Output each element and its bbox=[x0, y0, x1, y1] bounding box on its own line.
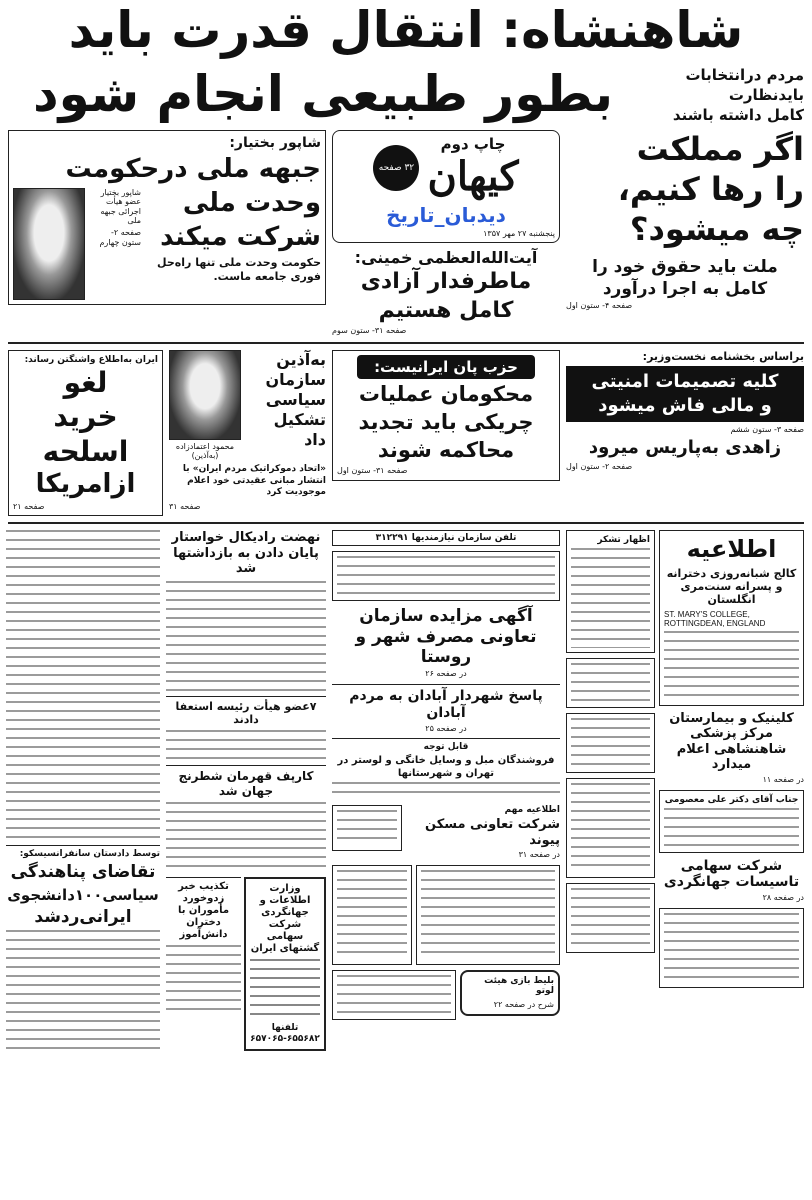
headline: کارپف قهرمان شطرنج جهان شد bbox=[178, 769, 314, 798]
condolence-ad-2 bbox=[332, 865, 412, 965]
headline-line: اسلحه bbox=[42, 434, 129, 468]
left-news-col-2 bbox=[166, 530, 326, 1051]
headline-line: سیاسی bbox=[265, 390, 326, 410]
behazin-story bbox=[169, 350, 326, 512]
kicker: شاپور بختیار: bbox=[229, 134, 321, 151]
auction-ad bbox=[332, 606, 560, 679]
headline: ۷عضو هیأت رئیسه استعفا دادند bbox=[175, 700, 317, 727]
behazin-photo bbox=[169, 350, 241, 440]
colleague-ad bbox=[659, 908, 804, 988]
condolence-ad-3 bbox=[566, 658, 655, 708]
body-text bbox=[166, 730, 326, 760]
ref: صفحه ۲۱ bbox=[13, 501, 45, 511]
body-text bbox=[571, 663, 650, 703]
headline: شرکت میکند bbox=[160, 221, 321, 252]
pages-badge: ۳۲ صفحه bbox=[373, 145, 419, 191]
photo-caption: شاپور بختیار عضو هیأت اجرائی جبهه ملی bbox=[100, 187, 141, 226]
condolence-ad bbox=[332, 551, 560, 601]
headline-line: لغو bbox=[63, 365, 108, 399]
phone: تلفنها ۶۵۵۶۸۲-۶۵۷۰۶۵ bbox=[250, 1023, 320, 1044]
denial-ministry-row bbox=[166, 877, 326, 1051]
bullet: حکومت وحدت ملی تنها راه‌حل فوری جامعه ماست. bbox=[157, 256, 321, 284]
ref: صفحه ۳۱ bbox=[169, 501, 201, 511]
headline: اطلاعیه bbox=[686, 535, 777, 564]
ref: در صفحه ۳۱ bbox=[518, 850, 560, 860]
center-column bbox=[332, 130, 560, 336]
coop-row bbox=[332, 805, 560, 860]
headline: سیاسی۱۰۰دانشجوی bbox=[7, 885, 159, 904]
main-headline-side bbox=[644, 66, 804, 124]
headline: کامل هستیم bbox=[378, 297, 514, 323]
abadan-ad bbox=[332, 684, 560, 733]
ref: صفحه ۳۱- ستون اول bbox=[337, 466, 408, 476]
bakhtiar-photo bbox=[13, 188, 85, 300]
lottery-text: بلیط بازی هیئت لوتو bbox=[484, 975, 554, 996]
main-headline-row bbox=[8, 66, 804, 124]
body-text bbox=[6, 930, 160, 1050]
friend-ad bbox=[566, 883, 655, 953]
classifieds-phone: تلفن سازمان نیازمندیها ۳۱۲۲۹۱ bbox=[332, 530, 560, 546]
bakhtiar-headline-rest bbox=[147, 188, 321, 285]
headline: را رها کنیم، bbox=[617, 169, 804, 208]
body-text bbox=[571, 783, 650, 873]
date-line: پنجشنبه ۲۷ مهر ۱۳۵۷ bbox=[483, 228, 555, 238]
khomeini-story bbox=[332, 248, 560, 336]
headline-line: تشکیل bbox=[273, 410, 326, 430]
behazin-headline bbox=[245, 350, 326, 450]
headline: آگهی مزایده سازمان تعاونی مصرف شهر و روستا bbox=[355, 606, 537, 667]
masthead-title bbox=[427, 135, 518, 201]
headline: چه میشود؟ bbox=[629, 210, 804, 249]
furniture-ad bbox=[332, 738, 560, 800]
condolence-row bbox=[332, 865, 560, 965]
newspaper-name: کیهان bbox=[427, 152, 519, 200]
body-text bbox=[332, 782, 560, 800]
bakhtiar-body bbox=[13, 188, 321, 300]
body-text bbox=[166, 945, 241, 1015]
ref: صفحه ۲- ستون چهارم bbox=[99, 228, 141, 247]
radical-story bbox=[166, 530, 326, 691]
headline: اگر مملکت bbox=[636, 129, 804, 168]
edition: چاپ دوم bbox=[440, 134, 506, 153]
clinic-ad bbox=[659, 711, 804, 785]
kicker: ایران به‌اطلاع واشنگتن رساند: bbox=[24, 354, 158, 365]
denial-story bbox=[166, 877, 241, 1015]
karpov-body bbox=[166, 802, 326, 872]
side-line: کامل داشته باشند bbox=[672, 105, 804, 124]
headline: نهضت رادیکال خواستار پایان دادن به بازداشتها شد bbox=[171, 530, 321, 577]
body-text bbox=[250, 959, 320, 1019]
kicker: براساس بخشنامه نخست‌وزیر: bbox=[642, 349, 804, 363]
subheadline: ملت باید حقوق خود را bbox=[592, 256, 778, 277]
watermark: دیدبان_تاریخ bbox=[386, 202, 506, 227]
ref: شرح در صفحه ۲۲ bbox=[493, 999, 554, 1009]
headline: وحدت ملی bbox=[182, 187, 321, 218]
headline: شرکت تعاونی مسکن پیوند bbox=[425, 817, 560, 848]
side-line: بایدنظارت bbox=[728, 85, 804, 104]
coop-ad bbox=[406, 805, 560, 860]
headline: چریکی باید تجدید bbox=[358, 409, 534, 434]
headline: جناب آقای دکتر علی معصومی bbox=[664, 794, 799, 805]
zahedi-headline: زاهدی به‌پاریس میرود bbox=[588, 437, 782, 459]
body-text bbox=[664, 631, 799, 701]
resign-story bbox=[166, 696, 326, 760]
kicker: حزب پان ایرانیست: bbox=[357, 355, 535, 379]
bakhtiar-story bbox=[8, 130, 326, 305]
ref: صفحه ۴- ستون اول bbox=[566, 301, 633, 311]
kicker: اطلاعیه مهم bbox=[504, 805, 560, 816]
headline-line: داد bbox=[304, 430, 326, 450]
divider bbox=[8, 342, 804, 344]
ref: در صفحه ۱۱ bbox=[762, 774, 804, 784]
divider bbox=[8, 522, 804, 524]
right-ads-outer bbox=[566, 530, 655, 953]
ref: در صفحه ۲۸ bbox=[762, 893, 804, 903]
headline: فروشندگان مبل و وسایل خانگی و لوستر در تهران و شهرستانها bbox=[337, 755, 555, 780]
ref: صفحه ۳۱- ستون سوم bbox=[332, 326, 407, 336]
behazin-top bbox=[169, 350, 326, 461]
masoumi-ad bbox=[659, 790, 804, 853]
headline: جبهه ملی درحکومت bbox=[65, 153, 321, 184]
karpov-story bbox=[166, 765, 326, 872]
headline: و مالی فاش میشود bbox=[598, 395, 772, 417]
asylum-story bbox=[6, 845, 160, 1050]
body-text bbox=[664, 808, 799, 848]
subheadline: کالج شبانه‌روزی دخترانه و پسرانه سنت‌مری انگلستان bbox=[666, 567, 797, 607]
main-headline-line1: شاهنشاه: انتقال قدرت باید bbox=[68, 1, 744, 59]
wide-condolence-ad bbox=[416, 865, 560, 965]
friends-ad bbox=[332, 805, 402, 851]
engineer-ad bbox=[332, 970, 456, 1020]
headline: محکومان عملیات bbox=[358, 381, 534, 406]
quote: «اتحاد دموکراتیک مردم ایران» با انتشار مبانی عقیدتی خود اعلام موجودیت کرد bbox=[182, 463, 326, 498]
security-story bbox=[566, 350, 804, 472]
second-stories-row bbox=[8, 350, 804, 517]
body-text bbox=[571, 548, 650, 648]
country-story bbox=[566, 130, 804, 312]
body-text bbox=[166, 581, 326, 691]
masthead bbox=[332, 130, 560, 244]
photo-caption: محمود اعتمادزاده (به‌آذین) bbox=[175, 441, 235, 461]
kicker: آیت‌الله‌العظمی خمینی: bbox=[354, 248, 538, 268]
lottery-ad bbox=[460, 970, 560, 1016]
headline: کلینیک و بیمارستان مرکز پزشکی شاهنشاهی اعلام میدارد bbox=[669, 710, 794, 773]
headline: تقاضای پناهندگی bbox=[10, 862, 156, 883]
latin-name: ST. MARY'S COLLEGE, ROTTINGDEAN, ENGLAND bbox=[664, 609, 766, 628]
middle-ads bbox=[332, 530, 560, 1020]
headline-line: خرید bbox=[53, 400, 118, 434]
arms-body-text bbox=[6, 530, 160, 840]
bakhtiar-caption-col bbox=[91, 188, 141, 248]
lottery-row bbox=[332, 970, 560, 1020]
body-text bbox=[337, 975, 451, 1015]
body-text bbox=[337, 810, 397, 846]
kicker: توسط دادستان سانفرانسیسکو: bbox=[19, 849, 160, 860]
notice-ad bbox=[659, 530, 804, 705]
headline: پاسخ شهردار آبادان به مردم آبادان bbox=[349, 687, 543, 721]
right-ads-inner bbox=[659, 530, 804, 988]
headline: کلیه تصمیمات امنیتی bbox=[591, 370, 779, 392]
headline: تکذیب خبر زدوخورد مأموران با دختران دانش‌آموز bbox=[177, 881, 230, 941]
arms-story bbox=[8, 350, 163, 517]
tasisat-ad bbox=[659, 858, 804, 903]
ref: صفحه ۲- ستون اول bbox=[566, 462, 633, 472]
headline: شرکت سهامی تاسیسات جهانگردی bbox=[663, 857, 800, 891]
body-text bbox=[337, 870, 407, 960]
body-text bbox=[664, 913, 799, 983]
kicker: قابل توجه bbox=[423, 742, 469, 753]
ref: صفحه ۳- ستون ششم bbox=[730, 424, 804, 434]
body-text bbox=[571, 718, 650, 768]
body-text bbox=[337, 556, 555, 596]
paniranist-story bbox=[332, 350, 560, 481]
headline: محاکمه شوند bbox=[377, 438, 515, 463]
right-ads bbox=[566, 530, 804, 988]
ministry-ad bbox=[244, 877, 326, 1051]
behazin-photo-col bbox=[169, 350, 241, 461]
body-text bbox=[421, 870, 555, 960]
headline: وزارت اطلاعات و جهانگردی شرکت سهامی گشتهای ایران bbox=[250, 883, 320, 955]
subheadline: کامل به اجرا درآورد bbox=[602, 279, 768, 300]
condolence-ad-4 bbox=[566, 713, 655, 773]
security-headline-box bbox=[566, 366, 804, 422]
headline-line: ازامریکا bbox=[35, 469, 136, 500]
condolence-ad-5 bbox=[566, 778, 655, 878]
thanks-ad bbox=[566, 530, 655, 653]
ref: در صفحه ۲۶ bbox=[425, 669, 467, 679]
body-text bbox=[571, 888, 650, 948]
headline: اظهار تشکر bbox=[597, 535, 650, 546]
left-news-col-1 bbox=[6, 530, 160, 1050]
main-headline-line2: بطور طبیعی انجام شود bbox=[32, 64, 614, 123]
top-stories-row bbox=[8, 130, 804, 336]
masthead-top bbox=[337, 135, 555, 201]
lower-section bbox=[8, 530, 804, 1051]
headline-line: سازمان bbox=[265, 369, 326, 389]
side-line: مردم درانتخابات bbox=[685, 65, 804, 84]
headline: ماطرفدار آزادی bbox=[360, 269, 532, 295]
headline: ایرانی‌ردشد bbox=[34, 906, 132, 927]
headline-line: به‌آذین bbox=[276, 349, 326, 369]
ref: در صفحه ۲۵ bbox=[425, 723, 467, 733]
